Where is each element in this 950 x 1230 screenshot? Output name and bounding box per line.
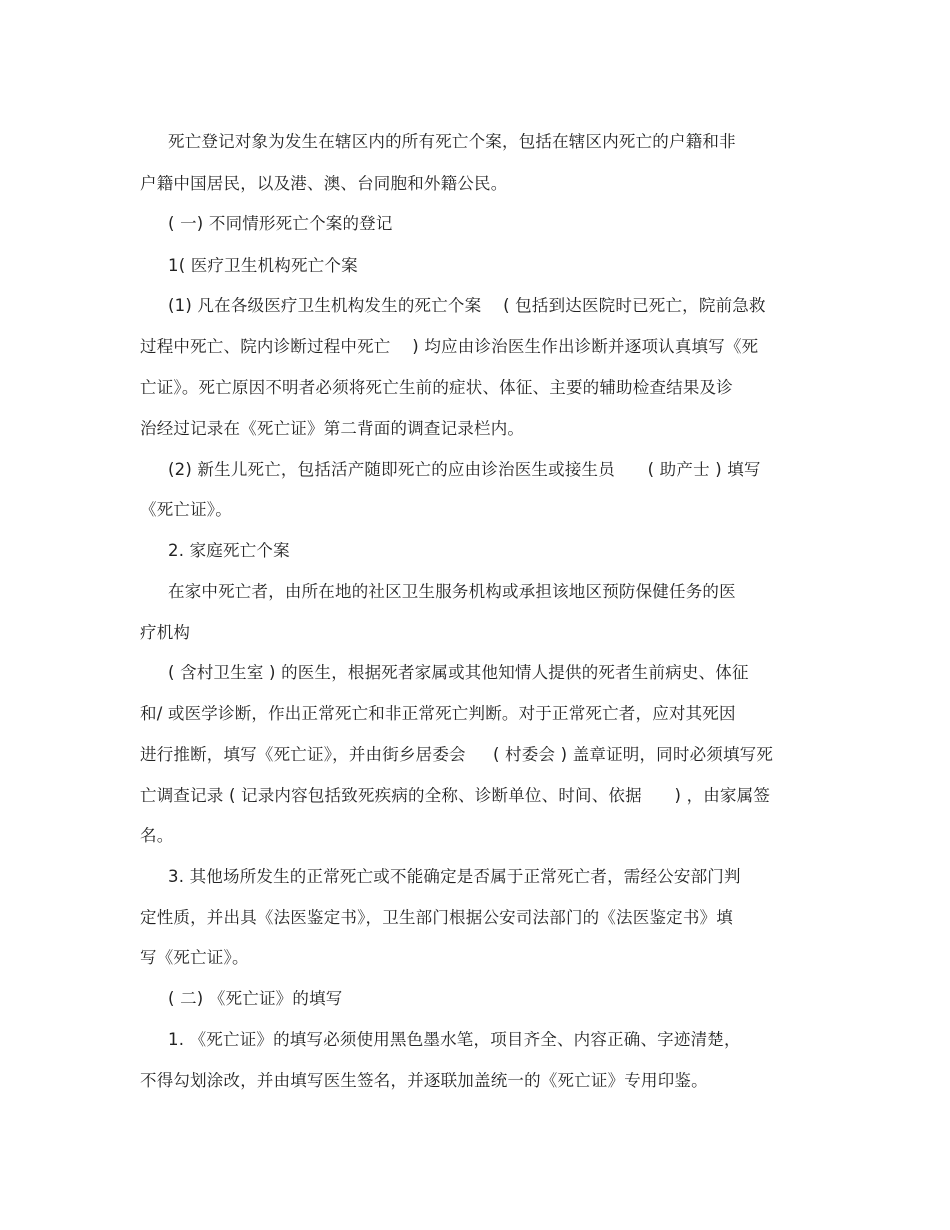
section-heading: ( 二) 《死亡证》的填写 <box>168 989 343 1008</box>
paragraph-line: 3. 其他场所发生的正常死亡或不能确定是否属于正常死亡者，需经公安部门判 <box>168 867 741 886</box>
paragraph-line: 治经过记录在《死亡证》第二背面的调查记录栏内。 <box>140 419 525 438</box>
paragraph-line: 在家中死亡者，由所在地的社区卫生服务机构或承担该地区预防保健任务的医 <box>168 582 736 601</box>
paragraph-line: 和/ 或医学诊断，作出正常死亡和非正常死亡判断。对于正常死亡者，应对其死因 <box>140 704 736 723</box>
paragraph-line: ( 含村卫生室 ) 的医生，根据死者家属或其他知情人提供的死者生前病史、体征 <box>168 663 749 682</box>
subsection-heading: 1( 医疗卫生机构死亡个案 <box>168 256 358 275</box>
paragraph-line: 1. 《死亡证》的填写必须使用黑色墨水笔，项目齐全、内容正确、字迹清楚， <box>168 1030 741 1049</box>
paragraph-line: 定性质，并出具《法医鉴定书》，卫生部门根据公安司法部门的《法医鉴定书》填 <box>140 908 733 927</box>
paragraph-line: 不得勾划涂改，并由填写医生签名，并逐联加盖统一的《死亡证》专用印鉴。 <box>140 1071 708 1090</box>
paragraph-line: 写《死亡证》。 <box>140 948 249 967</box>
paragraph-line: 亡证》。死亡原因不明者必须将死亡生前的症状、体征、主要的辅助检查结果及诊 <box>140 378 733 397</box>
paragraph-line: (2) 新生儿死亡，包括活产随即死亡的应由诊治医生或接生员 ( 助产士 ) 填写 <box>168 460 761 479</box>
paragraph-line: 死亡登记对象为发生在辖区内的所有死亡个案，包括在辖区内死亡的户籍和非 <box>168 132 736 151</box>
paragraph-line: 进行推断，填写《死亡证》，并由街乡居委会 ( 村委会 ) 盖章证明，同时必须填写死 <box>140 745 774 764</box>
paragraph-line: 疗机构 <box>140 623 191 642</box>
paragraph-line: 《死亡证》。 <box>140 500 232 519</box>
paragraph-line: 过程中死亡、院内诊断过程中死亡 ) 均应由诊治医生作出诊断并逐项认真填写《死 <box>140 337 759 356</box>
paragraph-line: (1) 凡在各级医疗卫生机构发生的死亡个案 ( 包括到达医院时已死亡，院前急救 <box>168 296 766 315</box>
paragraph-line: 亡调查记录 ( 记录内容包括致死疾病的全称、诊断单位、时间、依据 ) ，由家属签 <box>140 786 771 805</box>
paragraph-line: 名。 <box>140 826 174 845</box>
paragraph-line: 户籍中国居民，以及港、澳、台同胞和外籍公民。 <box>140 174 508 193</box>
section-heading: ( 一) 不同情形死亡个案的登记 <box>168 214 393 233</box>
subsection-heading: 2. 家庭死亡个案 <box>168 541 290 560</box>
